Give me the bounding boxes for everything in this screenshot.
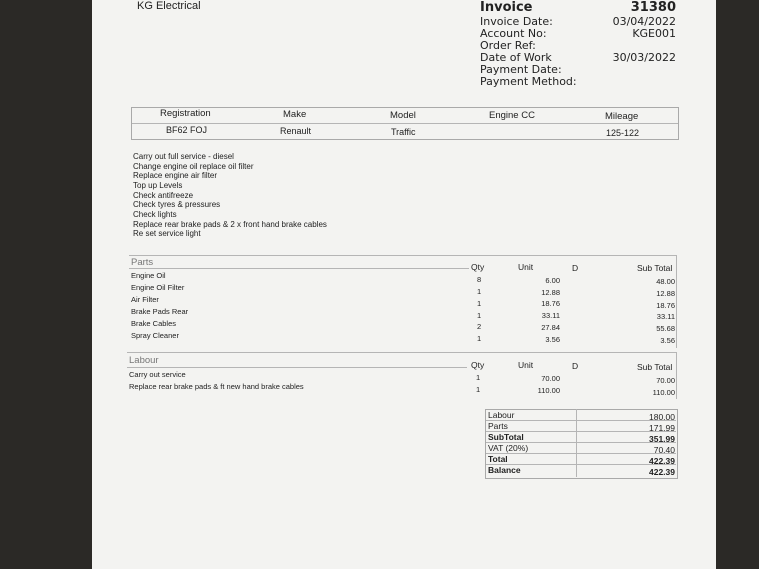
part-qty: 1 (477, 334, 482, 343)
parts-col-d: D (572, 263, 579, 273)
invoice-date-label: Invoice Date: (480, 15, 553, 28)
parts-header: Parts (131, 257, 154, 268)
totals-balance-value: 422.39 (649, 467, 675, 477)
totals-parts-label: Parts (488, 421, 508, 431)
account-no-label: Account No: (480, 27, 547, 40)
labour-col-subtotal: Sub Total (637, 362, 673, 372)
work-note: Change engine oil replace oil filter (133, 162, 254, 171)
payment-date-label: Payment Date: (480, 63, 562, 76)
invoice-title: Invoice (480, 0, 533, 15)
part-desc: Engine Oil Filter (131, 283, 185, 292)
totals-balance-label: Balance (488, 465, 521, 475)
work-note: Re set service light (133, 229, 201, 238)
labour-subtotal: 70.00 (656, 376, 675, 385)
invoice-paper (92, 0, 716, 569)
vehicle-header-registration: Registration (160, 108, 211, 119)
part-unit: 27.84 (541, 323, 560, 332)
part-qty: 1 (477, 287, 482, 296)
part-subtotal: 3.56 (660, 336, 675, 345)
labour-unit: 70.00 (541, 374, 560, 383)
totals-labour-label: Labour (488, 410, 515, 420)
vehicle-table-divider (132, 123, 678, 124)
parts-col-qty: Qty (471, 262, 485, 272)
vehicle-header-engine-cc: Engine CC (489, 110, 535, 121)
payment-method-label: Payment Method: (480, 75, 577, 88)
totals-total-label: Total (488, 454, 508, 464)
labour-qty: 1 (476, 373, 481, 382)
labour-unit: 110.00 (537, 386, 560, 395)
part-unit: 6.00 (545, 276, 560, 285)
work-note: Check antifreeze (133, 191, 194, 200)
labour-header-underline (127, 367, 467, 368)
part-desc: Brake Cables (131, 319, 177, 328)
labour-qty: 1 (476, 385, 481, 394)
labour-desc: Carry out service (129, 370, 186, 379)
vehicle-registration: BF62 FOJ (166, 125, 208, 135)
labour-right-rule (676, 352, 677, 399)
totals-vat-label: VAT (20%) (488, 443, 529, 453)
parts-top-rule (129, 255, 677, 256)
work-note: Top up Levels (133, 181, 183, 190)
account-no-value: KGE001 (632, 27, 676, 40)
labour-col-d: D (572, 361, 579, 371)
invoice-date-value: 03/04/2022 (612, 15, 676, 28)
totals-vat-value: 70.40 (653, 445, 675, 455)
labour-subtotal: 110.00 (652, 388, 675, 397)
part-desc: Air Filter (131, 295, 159, 304)
part-desc: Spray Cleaner (131, 331, 179, 340)
labour-col-qty: Qty (471, 360, 485, 370)
part-subtotal: 12.88 (656, 289, 675, 298)
parts-right-rule (676, 255, 677, 348)
labour-top-rule (127, 352, 677, 353)
part-unit: 18.76 (541, 299, 560, 308)
part-subtotal: 18.76 (656, 301, 675, 310)
part-qty: 2 (477, 322, 482, 331)
work-note: Replace rear brake pads & 2 x front hand brake cables (133, 220, 327, 229)
totals-labour-value: 180.00 (649, 412, 675, 422)
order-ref-label: Order Ref: (480, 39, 536, 52)
labour-header: Labour (129, 355, 159, 366)
parts-header-underline (129, 268, 469, 269)
totals-total-value: 422.39 (649, 456, 675, 466)
parts-col-unit: Unit (518, 262, 534, 272)
company-name: KG Electrical (137, 0, 201, 12)
part-qty: 8 (477, 275, 482, 284)
date-of-work-label: Date of Work (480, 51, 552, 64)
part-unit: 33.11 (541, 311, 560, 320)
parts-col-subtotal: Sub Total (637, 263, 673, 273)
part-unit: 3.56 (545, 335, 560, 344)
vehicle-header-mileage: Mileage (605, 111, 639, 122)
vehicle-model: Traffic (391, 127, 416, 137)
work-note: Replace engine air filter (133, 171, 218, 180)
labour-desc: Replace rear brake pads & ft new hand brake cables (129, 382, 304, 391)
part-qty: 1 (477, 311, 482, 320)
labour-col-unit: Unit (518, 360, 534, 370)
work-note: Check tyres & pressures (133, 200, 221, 209)
totals-parts-value: 171.99 (649, 423, 675, 433)
invoice-number: 31380 (630, 0, 676, 15)
part-desc: Brake Pads Rear (131, 307, 189, 316)
totals-subtotal-value: 351.99 (649, 434, 675, 444)
part-subtotal: 33.11 (656, 312, 675, 321)
part-unit: 12.88 (541, 288, 560, 297)
vehicle-mileage: 125-122 (606, 128, 640, 138)
vehicle-make: Renault (280, 126, 312, 136)
work-note: Carry out full service - diesel (133, 152, 234, 161)
date-of-work-value: 30/03/2022 (612, 51, 676, 64)
part-subtotal: 48.00 (656, 277, 675, 286)
vehicle-header-model: Model (390, 110, 416, 121)
part-qty: 1 (477, 299, 482, 308)
part-subtotal: 55.68 (656, 324, 675, 333)
work-note: Check lights (133, 210, 177, 219)
totals-subtotal-label: SubTotal (488, 432, 524, 442)
part-desc: Engine Oil (131, 271, 166, 280)
vehicle-header-make: Make (283, 109, 307, 120)
